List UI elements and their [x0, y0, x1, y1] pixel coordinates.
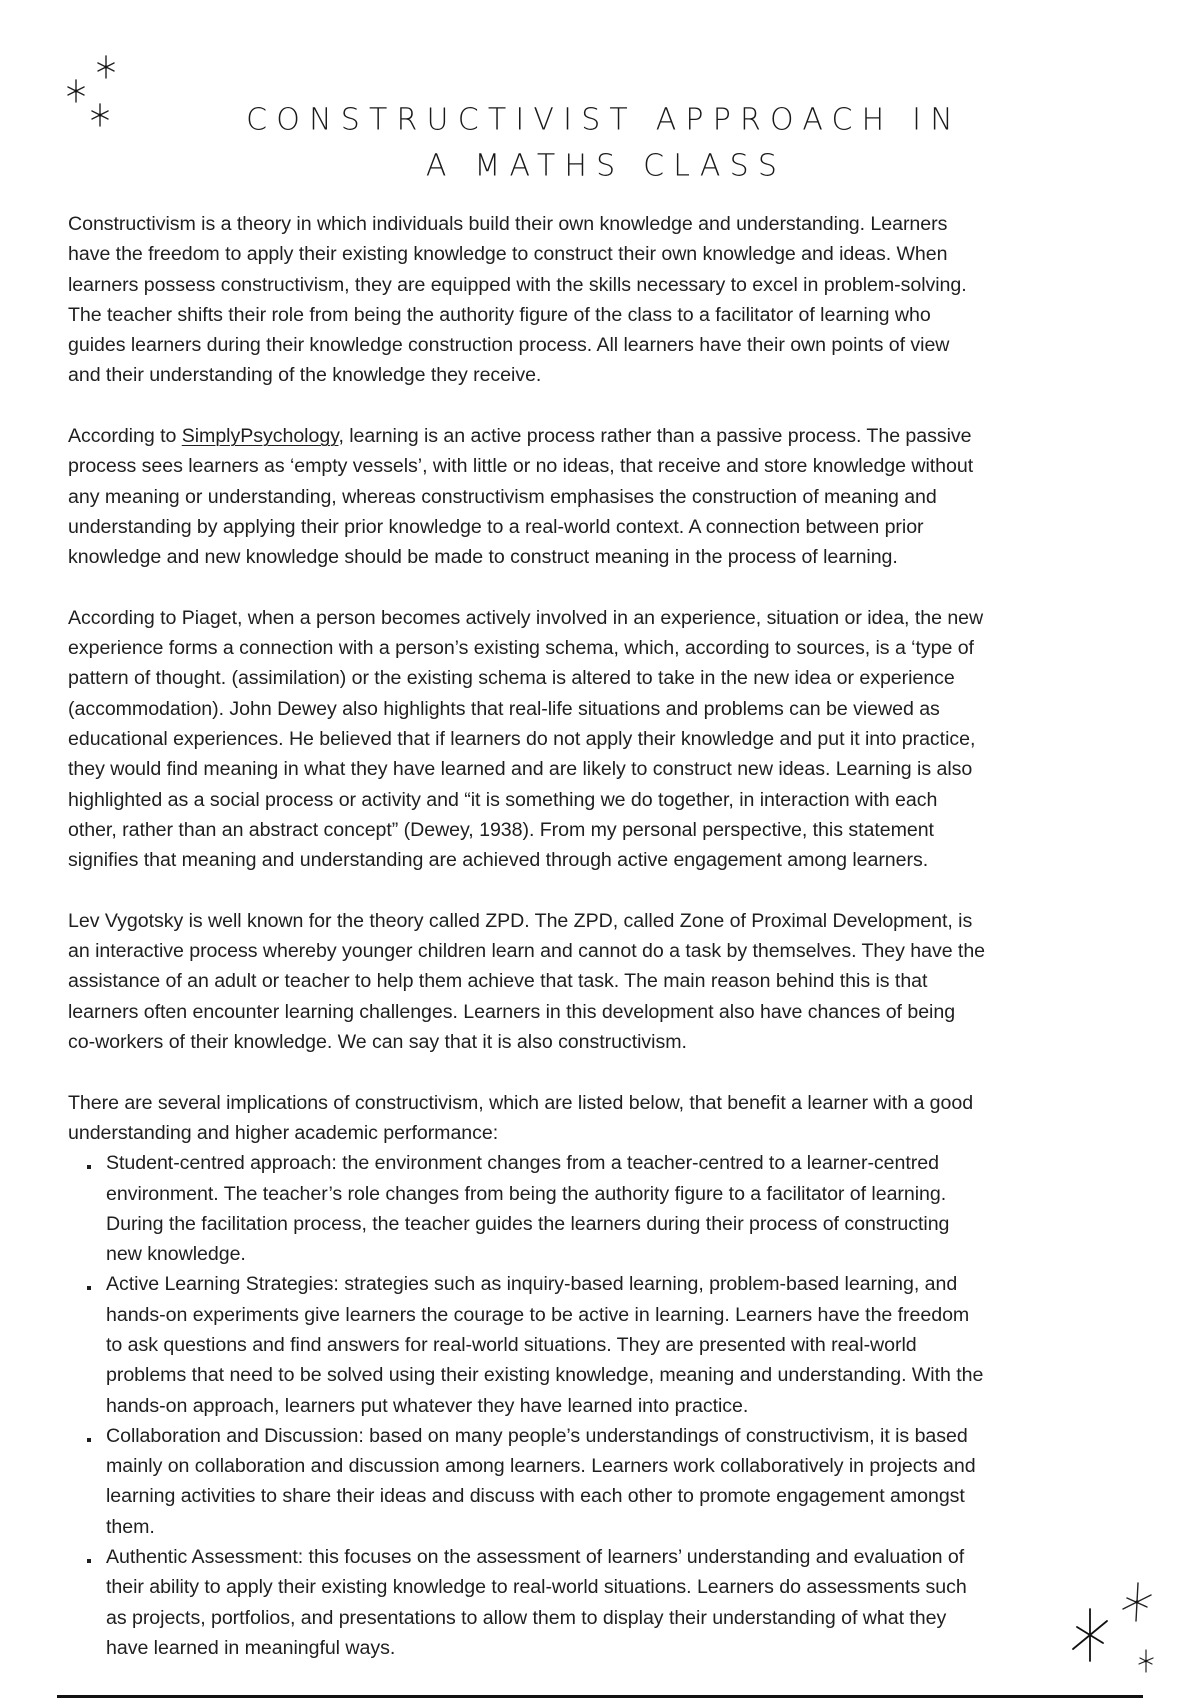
text-line: hands-on experiments give learners the courage to be active in learning. Learners have the freedom — [106, 1303, 970, 1326]
text-line: hands-on approach, learners put whatever they have learned into practice. — [106, 1394, 749, 1417]
text-line: understanding by applying their prior knowledge to a real-world context. A connection between prior — [68, 515, 924, 538]
text-line: assistance of an adult or teacher to help them achieve that task. The main reason behind this is that — [68, 970, 928, 993]
paragraph-vygotsky — [68, 906, 1158, 1057]
text-line: Lev Vygotsky is well known for the theory called ZPD. The ZPD, called Zone of Proximal Development, is — [68, 909, 973, 932]
text-line: signifies that meaning and understanding are achieved through active engagement among learners. — [68, 849, 929, 872]
bullet-icon — [87, 1559, 91, 1563]
text-line: to ask questions and find answers for real-world situations. They are presented with real-world — [106, 1333, 917, 1356]
sparkle-icon — [92, 53, 120, 81]
text-line: There are several implications of constructivism, which are listed below, that benefit a learner with a good — [68, 1091, 974, 1114]
text-line: experience forms a connection with a person’s existing schema, which, according to sources, is a ‘type of — [68, 637, 974, 660]
text-line: as projects, portfolios, and presentations to allow them to display their understanding of what they — [106, 1606, 947, 1629]
text-line: them. — [106, 1515, 155, 1538]
text-line: The teacher shifts their role from being the authority figure of the class to a facilitator of learning who — [68, 303, 931, 326]
text-line: learners often encounter learning challenges. Learners in this development also have chances of being — [68, 1000, 956, 1023]
text-line: co-workers of their knowledge. We can say that it is also constructivism. — [68, 1031, 687, 1054]
text-line: environment. The teacher’s role changes from being the authority figure to a facilitator of learning. — [106, 1182, 947, 1205]
text-line: process sees learners as ‘empty vessels’, with little or no ideas, that receive and store knowledge without — [68, 455, 974, 478]
bullet-icon — [87, 1165, 91, 1169]
title-line-1: CONSTRUCTIVIST APPROACH IN — [246, 102, 962, 138]
bottom-divider — [57, 1695, 1143, 1698]
title-line-2: A MATHS CLASS — [425, 148, 787, 184]
text-line: highlighted as a social process or activity and “it is something we do together, in interaction with each — [68, 788, 938, 811]
bullet-icon — [87, 1438, 91, 1442]
bullet-icon — [87, 1286, 91, 1290]
paragraph-implications-intro — [68, 1088, 1158, 1149]
text-line — [68, 421, 1158, 451]
document-body — [68, 209, 1158, 1663]
text-line: Active Learning Strategies: strategies such as inquiry-based learning, problem-based learning, and — [106, 1273, 958, 1296]
text-fragment: According to — [68, 425, 182, 448]
text-line: guides learners during their knowledge construction process. All learners have their own points of view — [68, 334, 950, 357]
sparkle-icon — [1067, 1607, 1113, 1663]
text-line: have learned in meaningful ways. — [106, 1636, 396, 1659]
text-line: Student-centred approach: the environment changes from a teacher-centred to a learner-centred — [106, 1152, 939, 1175]
text-line: (accommodation). John Dewey also highlights that real-life situations and problems can be viewed as — [68, 697, 940, 720]
text-line: new knowledge. — [106, 1243, 246, 1266]
sparkle-icon — [1121, 1581, 1153, 1623]
text-line: learning activities to share their ideas and discuss with each other to promote engagement amongst — [106, 1485, 965, 1508]
text-line: pattern of thought. (assimilation) or the existing schema is altered to take in the new idea or experience — [68, 667, 955, 690]
text-fragment: , learning is an active process rather than a passive process. The passive — [338, 425, 972, 448]
text-line: their ability to apply their existing knowledge to real-world situations. Learners do assessments such — [106, 1576, 967, 1599]
list-item-student-centred — [68, 1148, 1158, 1269]
implications-list — [68, 1148, 1158, 1663]
text-line: an interactive process whereby younger children learn and cannot do a task by themselves. They have the — [68, 940, 986, 963]
text-line: educational experiences. He believed that if learners do not apply their knowledge and put it into practice, — [68, 728, 976, 751]
text-line: understanding and higher academic performance: — [68, 1121, 499, 1144]
paragraph-simplypsychology — [68, 421, 1158, 572]
paragraph-intro — [68, 209, 1158, 391]
text-line: have the freedom to apply their existing knowledge to construct their own knowledge and ideas. When — [68, 243, 948, 266]
sparkle-icon — [1135, 1648, 1157, 1674]
text-line: they would find meaning in what they have learned and are likely to construct new ideas. Learning is also — [68, 758, 973, 781]
text-line: Collaboration and Discussion: based on many people’s understandings of constructivism, it is based — [106, 1424, 968, 1447]
text-line: mainly on collaboration and discussion among learners. Learners work collaboratively in projects and — [106, 1455, 976, 1478]
list-item-active-learning — [68, 1269, 1158, 1420]
text-line: and their understanding of the knowledge they receive. — [68, 364, 542, 387]
text-line: Authentic Assessment: this focuses on the assessment of learners’ understanding and evaluation of — [106, 1546, 965, 1569]
page-title — [0, 97, 1200, 189]
simplypsychology-link[interactable]: SimplyPsychology — [181, 425, 339, 448]
list-item-authentic-assessment — [68, 1542, 1158, 1663]
text-line: According to Piaget, when a person becomes actively involved in an experience, situation or idea, the new — [68, 606, 984, 629]
text-line: learners possess constructivism, they are equipped with the skills necessary to excel in problem-solving. — [68, 273, 967, 296]
list-item-collaboration — [68, 1421, 1158, 1542]
text-line: any meaning or understanding, whereas constructivism emphasises the construction of meaning and — [68, 485, 937, 508]
text-line: During the facilitation process, the teacher guides the learners during their process of constructing — [106, 1212, 950, 1235]
paragraph-piaget-dewey — [68, 603, 1158, 876]
text-line: problems that need to be solved using their existing knowledge, meaning and understanding. With the — [106, 1364, 984, 1387]
text-line: Constructivism is a theory in which individuals build their own knowledge and understanding. Learners — [68, 213, 948, 235]
text-line: knowledge and new knowledge should be made to construct meaning in the process of learning. — [68, 546, 898, 569]
text-line: other, rather than an abstract concept” (Dewey, 1938). From my personal perspective, this statement — [68, 818, 934, 841]
